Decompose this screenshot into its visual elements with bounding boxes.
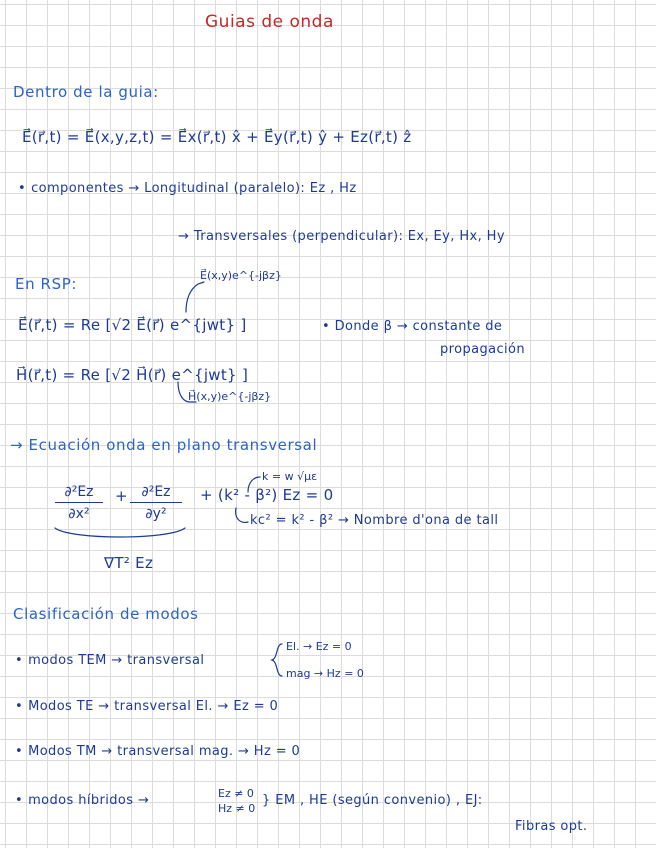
mode-tm: • Modos TM → transversal mag. → Hz = 0 [15, 745, 300, 758]
underbrace-laplacian [55, 528, 185, 537]
k-note: k = w √με [262, 470, 318, 483]
fraction-y-numerator: ∂²Ez [130, 484, 182, 503]
mode-tem-electric: El. → Ez = 0 [286, 640, 352, 653]
mode-te: • Modos TE → transversal El. → Ez = 0 [15, 700, 278, 713]
mode-hybrid-ez: Ez ≠ 0 [218, 787, 254, 800]
brace-tem [272, 644, 282, 676]
rsp-annotation-top: E⃗(x,y)e^{-jβz} [200, 269, 282, 282]
wave-equation-rest: + (k² - β²) Ez = 0 [200, 486, 334, 504]
annotation-arrow-k [248, 477, 260, 492]
annotation-arrow-e [186, 282, 204, 312]
components-line: • componentes → Longitudinal (paralelo): Ez , Hz [18, 182, 357, 195]
section-heading-ecuacion: → Ecuación onda en plano transversal [10, 436, 318, 454]
transversal-line: → Transversales (perpendicular): Ex, Ey, Hx, Hy [178, 229, 505, 244]
fraction-x-denominator: ∂x² [68, 506, 90, 522]
e-field-equation: E⃗(r⃗,t) = Re [√2 E⃗(r⃗) e^{jwt} ] [18, 316, 247, 334]
fraction-x-numerator: ∂²Ez [55, 484, 103, 503]
annotation-arrow-h [178, 382, 196, 402]
beta-note-line1: • Donde β → constante de [322, 319, 503, 334]
h-field-equation: H⃗(r⃗,t) = Re [√2 H⃗(r⃗) e^{jwt} ] [16, 366, 249, 384]
page-title: Guias de onda [205, 12, 334, 32]
section-heading-dentro: Dentro de la guia: [13, 83, 159, 101]
section-heading-rsp: En RSP: [15, 275, 77, 293]
mode-tem-magnetic: mag → Hz = 0 [286, 667, 364, 680]
beta-note-line2: propagación [440, 342, 526, 357]
field-equation: E⃗(r⃗,t) = E⃗(x,y,z,t) = E⃗x(r⃗,t) x̂ + E⃗y(r⃗,t) ŷ + Ez(r⃗,t) ẑ [22, 128, 412, 146]
mode-hybrid-rest: } EM , HE (según convenio) , EJ: [262, 793, 483, 808]
annotation-arrow-kc [236, 508, 248, 522]
mode-tem: • modos TEM → transversal [15, 654, 204, 667]
fraction-y-denominator: ∂y² [145, 506, 167, 522]
section-heading-clasificacion: Clasificación de modos [13, 605, 199, 623]
rsp-annotation-bottom: H⃗(x,y)e^{-jβz} [188, 390, 272, 403]
mode-hybrid-hz: Hz ≠ 0 [218, 802, 256, 815]
laplacian-label: ∇T² Ez [104, 554, 154, 572]
mode-hybrid-example: Fibras opt. [515, 819, 588, 834]
mode-hybrid: • modos híbridos → [15, 794, 149, 807]
plus-sign: + [115, 487, 128, 505]
kc-note: kc² = k² - β² → Nombre d'ona de tall [250, 513, 499, 528]
